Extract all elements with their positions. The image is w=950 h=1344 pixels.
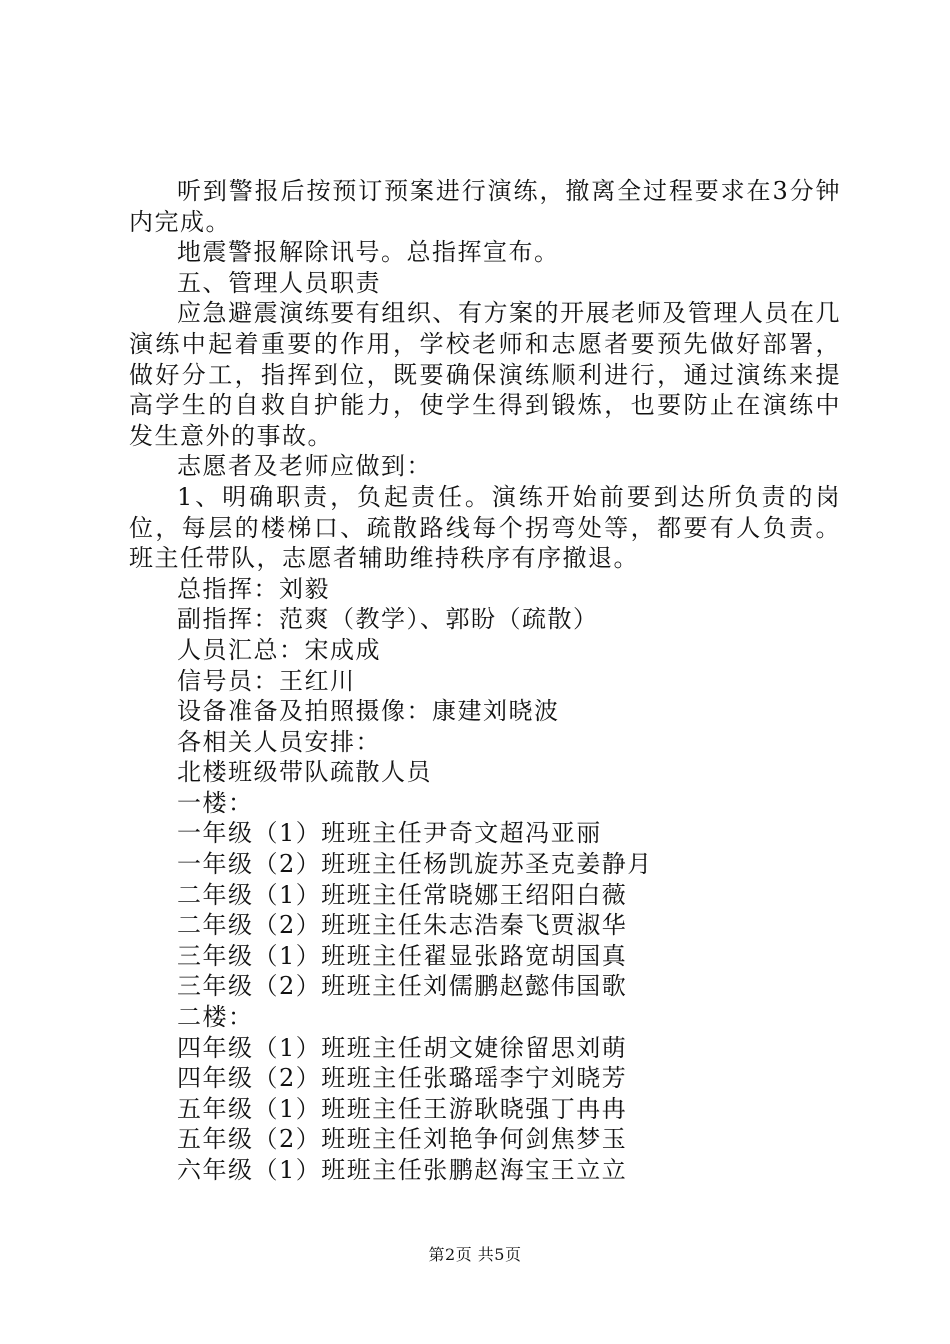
page-number-footer: 第2页 共5页 bbox=[428, 1245, 522, 1264]
north-building-heading: 北楼班级带队疏散人员 bbox=[177, 758, 432, 787]
class-assignment: 四年级（2）班班主任张璐瑶李宁刘晓芳 bbox=[177, 1064, 628, 1093]
paragraph-duties-intro: 应急避震演练要有组织、有方案的开展老师及管理人员在几演练中起着重要的作用，学校老师和志愿者要预先做好部署，做好分工，指挥到位，既要确保演练顺利进行，通过演练来提高学生的自救自护能力，使学生得到锻炼，也要防止在演练中发生意外的事故。 bbox=[129, 299, 841, 450]
document-body bbox=[129, 176, 841, 1186]
class-assignment: 二年级（1）班班主任常晓娜王绍阳白薇 bbox=[177, 880, 628, 909]
staff-personnel-summary: 人员汇总：宋成成 bbox=[177, 635, 381, 664]
class-assignment: 五年级（2）班班主任刘艳争何剑焦梦玉 bbox=[177, 1125, 628, 1154]
paragraph-evacuation-time: 听到警报后按预订预案进行演练，撤离全过程要求在3分钟内完成。 bbox=[129, 177, 841, 236]
floor-heading-second: 二楼： bbox=[177, 1003, 254, 1032]
arrangements-heading: 各相关人员安排： bbox=[177, 727, 381, 756]
class-assignment: 三年级（1）班班主任翟显张路宽胡国真 bbox=[177, 941, 628, 970]
class-assignment: 四年级（1）班班主任胡文婕徐留思刘萌 bbox=[177, 1033, 628, 1062]
class-assignment: 五年级（1）班班主任王游耿晓强丁冉冉 bbox=[177, 1094, 628, 1123]
paragraph-volunteers-heading: 志愿者及老师应做到： bbox=[177, 452, 432, 481]
class-assignment: 一年级（1）班班主任尹奇文超冯亚丽 bbox=[177, 819, 602, 848]
section-heading-duties: 五、管理人员职责 bbox=[177, 268, 381, 297]
staff-equipment-photography: 设备准备及拍照摄像：康建刘晓波 bbox=[177, 697, 560, 726]
class-assignment: 二年级（2）班班主任朱志浩秦飞贾淑华 bbox=[177, 911, 628, 940]
class-assignment: 三年级（2）班班主任刘儒鹏赵懿伟国歌 bbox=[177, 972, 628, 1001]
paragraph-responsibility: 1、明确职责，负起责任。演练开始前要到达所负责的岗位，每层的楼梯口、疏散路线每个拐弯处等，都要有人负责。班主任带队，志愿者辅助维持秩序有序撤退。 bbox=[129, 482, 841, 573]
staff-deputy-commander: 副指挥：范爽（教学）、郭盼（疏散） bbox=[177, 605, 599, 634]
staff-signal-officer: 信号员：王红川 bbox=[177, 666, 356, 695]
staff-commander: 总指挥：刘毅 bbox=[177, 574, 330, 603]
class-assignment: 六年级（1）班班主任张鹏赵海宝王立立 bbox=[177, 1156, 628, 1184]
paragraph-alarm-cleared: 地震警报解除讯号。总指挥宣布。 bbox=[177, 238, 560, 267]
class-assignment: 一年级（2）班班主任杨凯旋苏圣克姜静月 bbox=[177, 850, 653, 879]
floor-heading-first: 一楼： bbox=[177, 788, 254, 817]
